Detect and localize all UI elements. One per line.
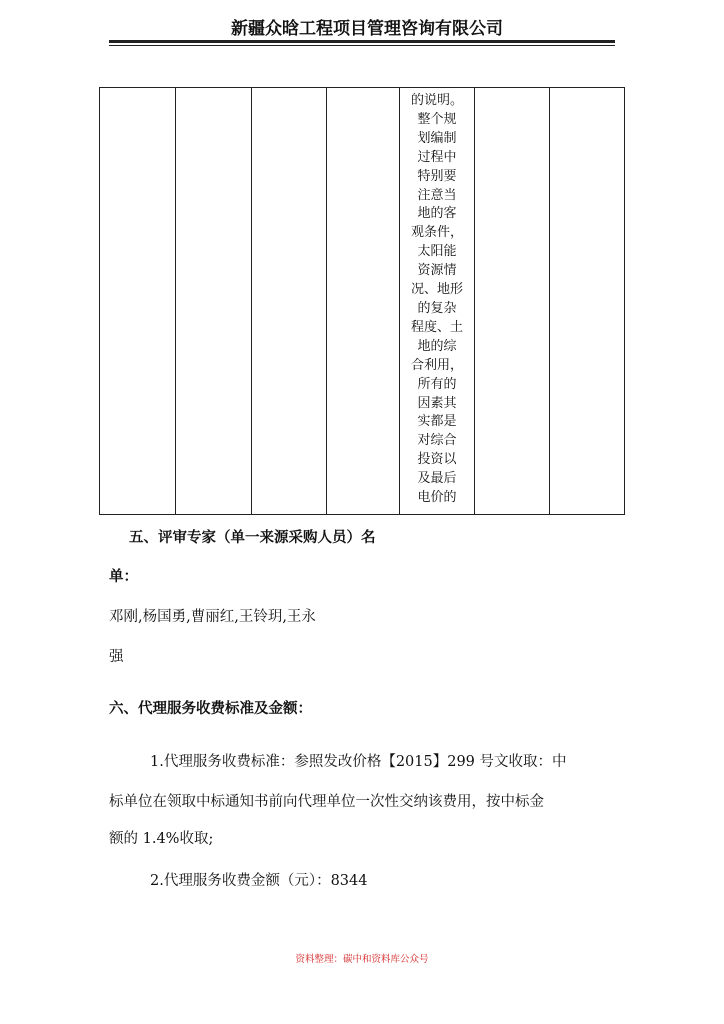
table-cell-7 — [550, 88, 625, 515]
section6-heading: 六、代理服务收费标准及金额： — [109, 701, 312, 717]
section5-heading-line1: 五、评审专家（单一来源采购人员）名 — [129, 530, 376, 546]
page-header-title: 新疆众晗工程项目管理咨询有限公司 — [231, 19, 503, 39]
evaluation-table — [99, 87, 625, 515]
table-cell-5 — [400, 88, 475, 515]
section6-item1-line3: 额的 1.4%收取; — [109, 831, 214, 847]
table-cell-4 — [327, 88, 400, 515]
table-cell-6 — [475, 88, 550, 515]
table-cell-2 — [176, 88, 252, 515]
section6-item1-line2: 标单位在领取中标通知书前向代理单位一次性交纳该费用，按中标金 — [109, 794, 544, 810]
section6-item2: 2.代理服务收费金额（元）：8344 — [150, 873, 368, 889]
section5-heading-line2: 单： — [109, 569, 138, 585]
header-rule-thin — [109, 45, 615, 46]
footer-source-note: 资料整理：碳中和资料库公众号 — [295, 954, 429, 965]
section5-names-line1: 邓刚,杨国勇,曹丽红,王铃玥,王永 — [109, 609, 316, 625]
header-rule-thick — [109, 40, 615, 43]
section5-names-line2: 强 — [109, 649, 124, 665]
table-cell-3 — [252, 88, 327, 515]
section6-item1-line1: 1.代理服务收费标准：参照发改价格【2015】299 号文收取：中 — [150, 754, 567, 770]
table-row — [100, 88, 625, 515]
table-cell-description: 的说明。 整个规 划编制 过程中 特别要 注意当 地的客 观条件， 太阳能 资源情 况、地形 的复杂 程度、土 地的综 合利用， 所有的 因素其 实都是 对综合 投资以 及最后 电价的 — [410, 93, 463, 506]
table-cell-1 — [100, 88, 176, 515]
